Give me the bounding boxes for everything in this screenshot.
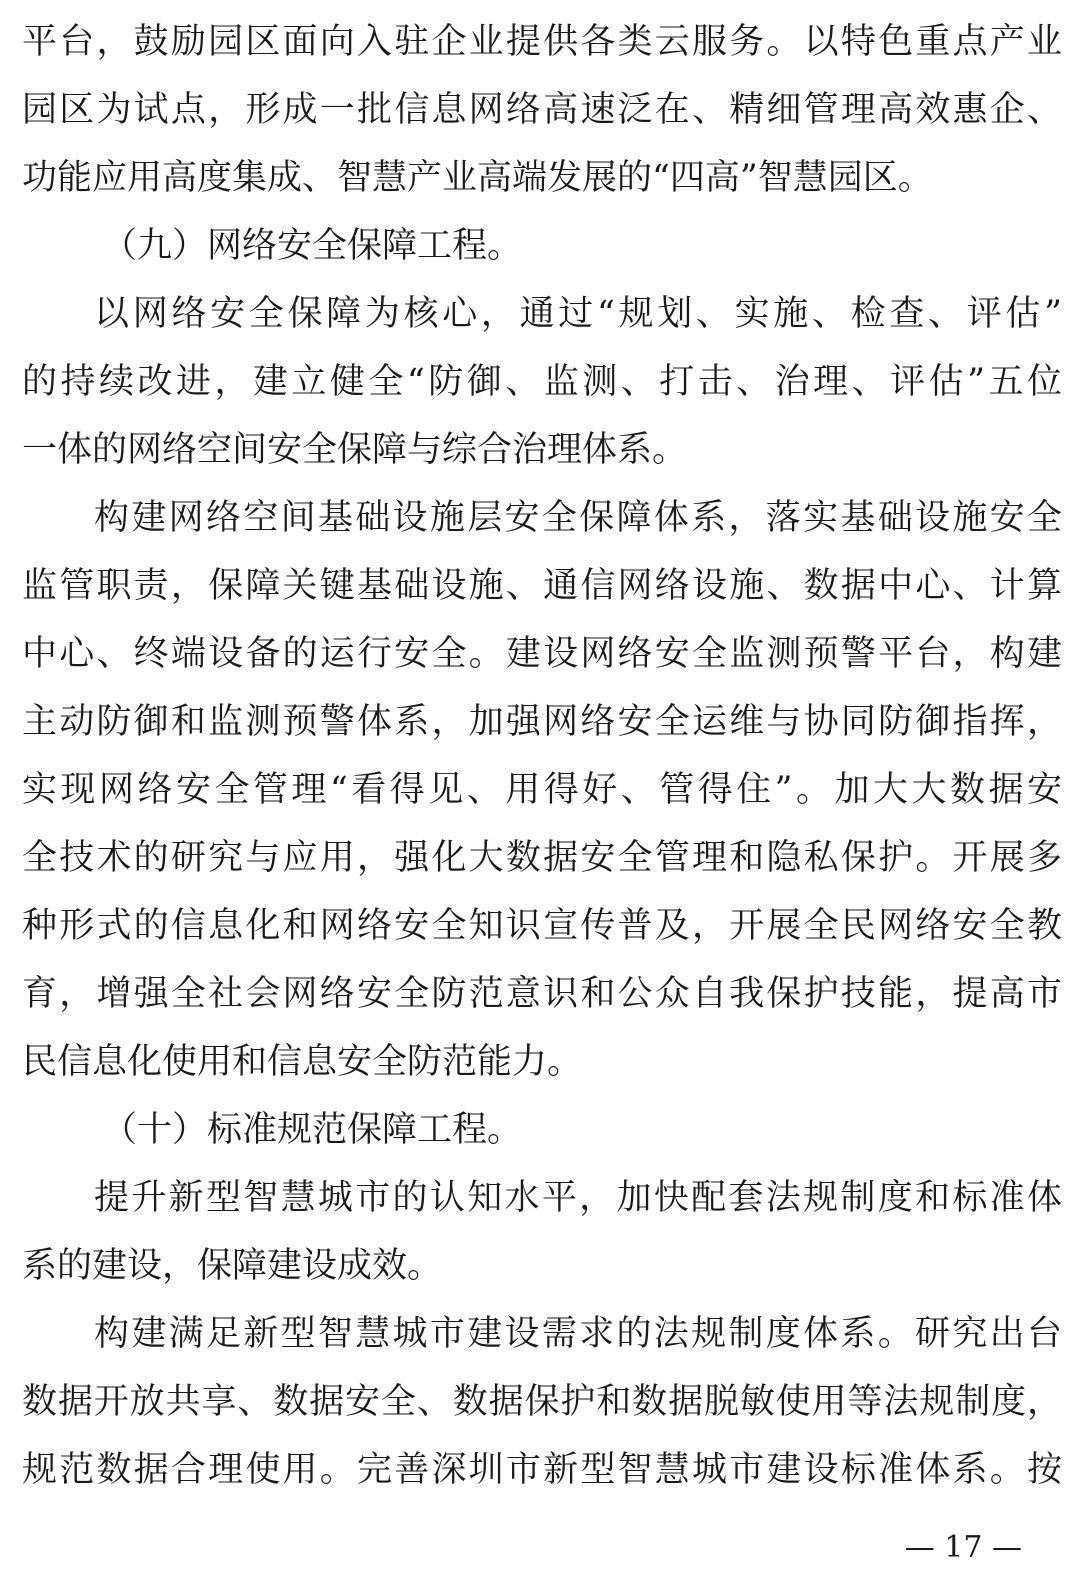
text-line: 功能应用高度集成、智慧产业高端发展的“四高”智慧园区。 — [22, 158, 933, 198]
section-heading: （十）标准规范保障工程。 — [102, 1110, 523, 1150]
text-line: 种形式的信息化和网络安全知识宣传普及，开展全民网络安全教 — [22, 906, 1062, 946]
text-line: 主动防御和监测预警体系，加强网络安全运维与协同防御指挥， — [22, 702, 1062, 742]
page-number: — 17 — — [904, 1530, 1022, 1565]
text-line: 数据开放共享、数据安全、数据保护和数据脱敏使用等法规制度， — [22, 1382, 1062, 1422]
text-line: 育，增强全社会网络安全防范意识和公众自我保护技能，提高市 — [22, 974, 1062, 1014]
text-line: 构建满足新型智慧城市建设需求的法规制度体系。研究出台 — [94, 1314, 1062, 1354]
text-line: 平台，鼓励园区面向入驻企业提供各类云服务。以特色重点产业 — [22, 22, 1062, 62]
text-line: 实现网络安全管理“看得见、用得好、管得住”。加大大数据安 — [22, 770, 1062, 810]
text-line: 民信息化使用和信息安全防范能力。 — [22, 1042, 583, 1082]
text-line: 全技术的研究与应用，强化大数据安全管理和隐私保护。开展多 — [22, 838, 1062, 878]
text-line: 系的建设，保障建设成效。 — [22, 1246, 443, 1286]
text-line: 一体的网络空间安全保障与综合治理体系。 — [22, 430, 688, 470]
text-line: 提升新型智慧城市的认知水平，加快配套法规制度和标准体 — [94, 1178, 1062, 1218]
section-heading: （九）网络安全保障工程。 — [102, 226, 523, 266]
document-body — [22, 8, 1062, 1504]
text-line: 园区为试点，形成一批信息网络高速泛在、精细管理高效惠企、 — [22, 90, 1062, 130]
text-line: 中心、终端设备的运行安全。建设网络安全监测预警平台，构建 — [22, 634, 1062, 674]
text-line: 的持续改进，建立健全“防御、监测、打击、治理、评估”五位 — [22, 362, 1062, 402]
text-line: 规范数据合理使用。完善深圳市新型智慧城市建设标准体系。按 — [22, 1450, 1062, 1490]
text-line: 以网络安全保障为核心，通过“规划、实施、检查、评估” — [94, 294, 1062, 334]
text-line: 构建网络空间基础设施层安全保障体系，落实基础设施安全 — [94, 498, 1062, 538]
text-line: 监管职责，保障关键基础设施、通信网络设施、数据中心、计算 — [22, 566, 1062, 606]
